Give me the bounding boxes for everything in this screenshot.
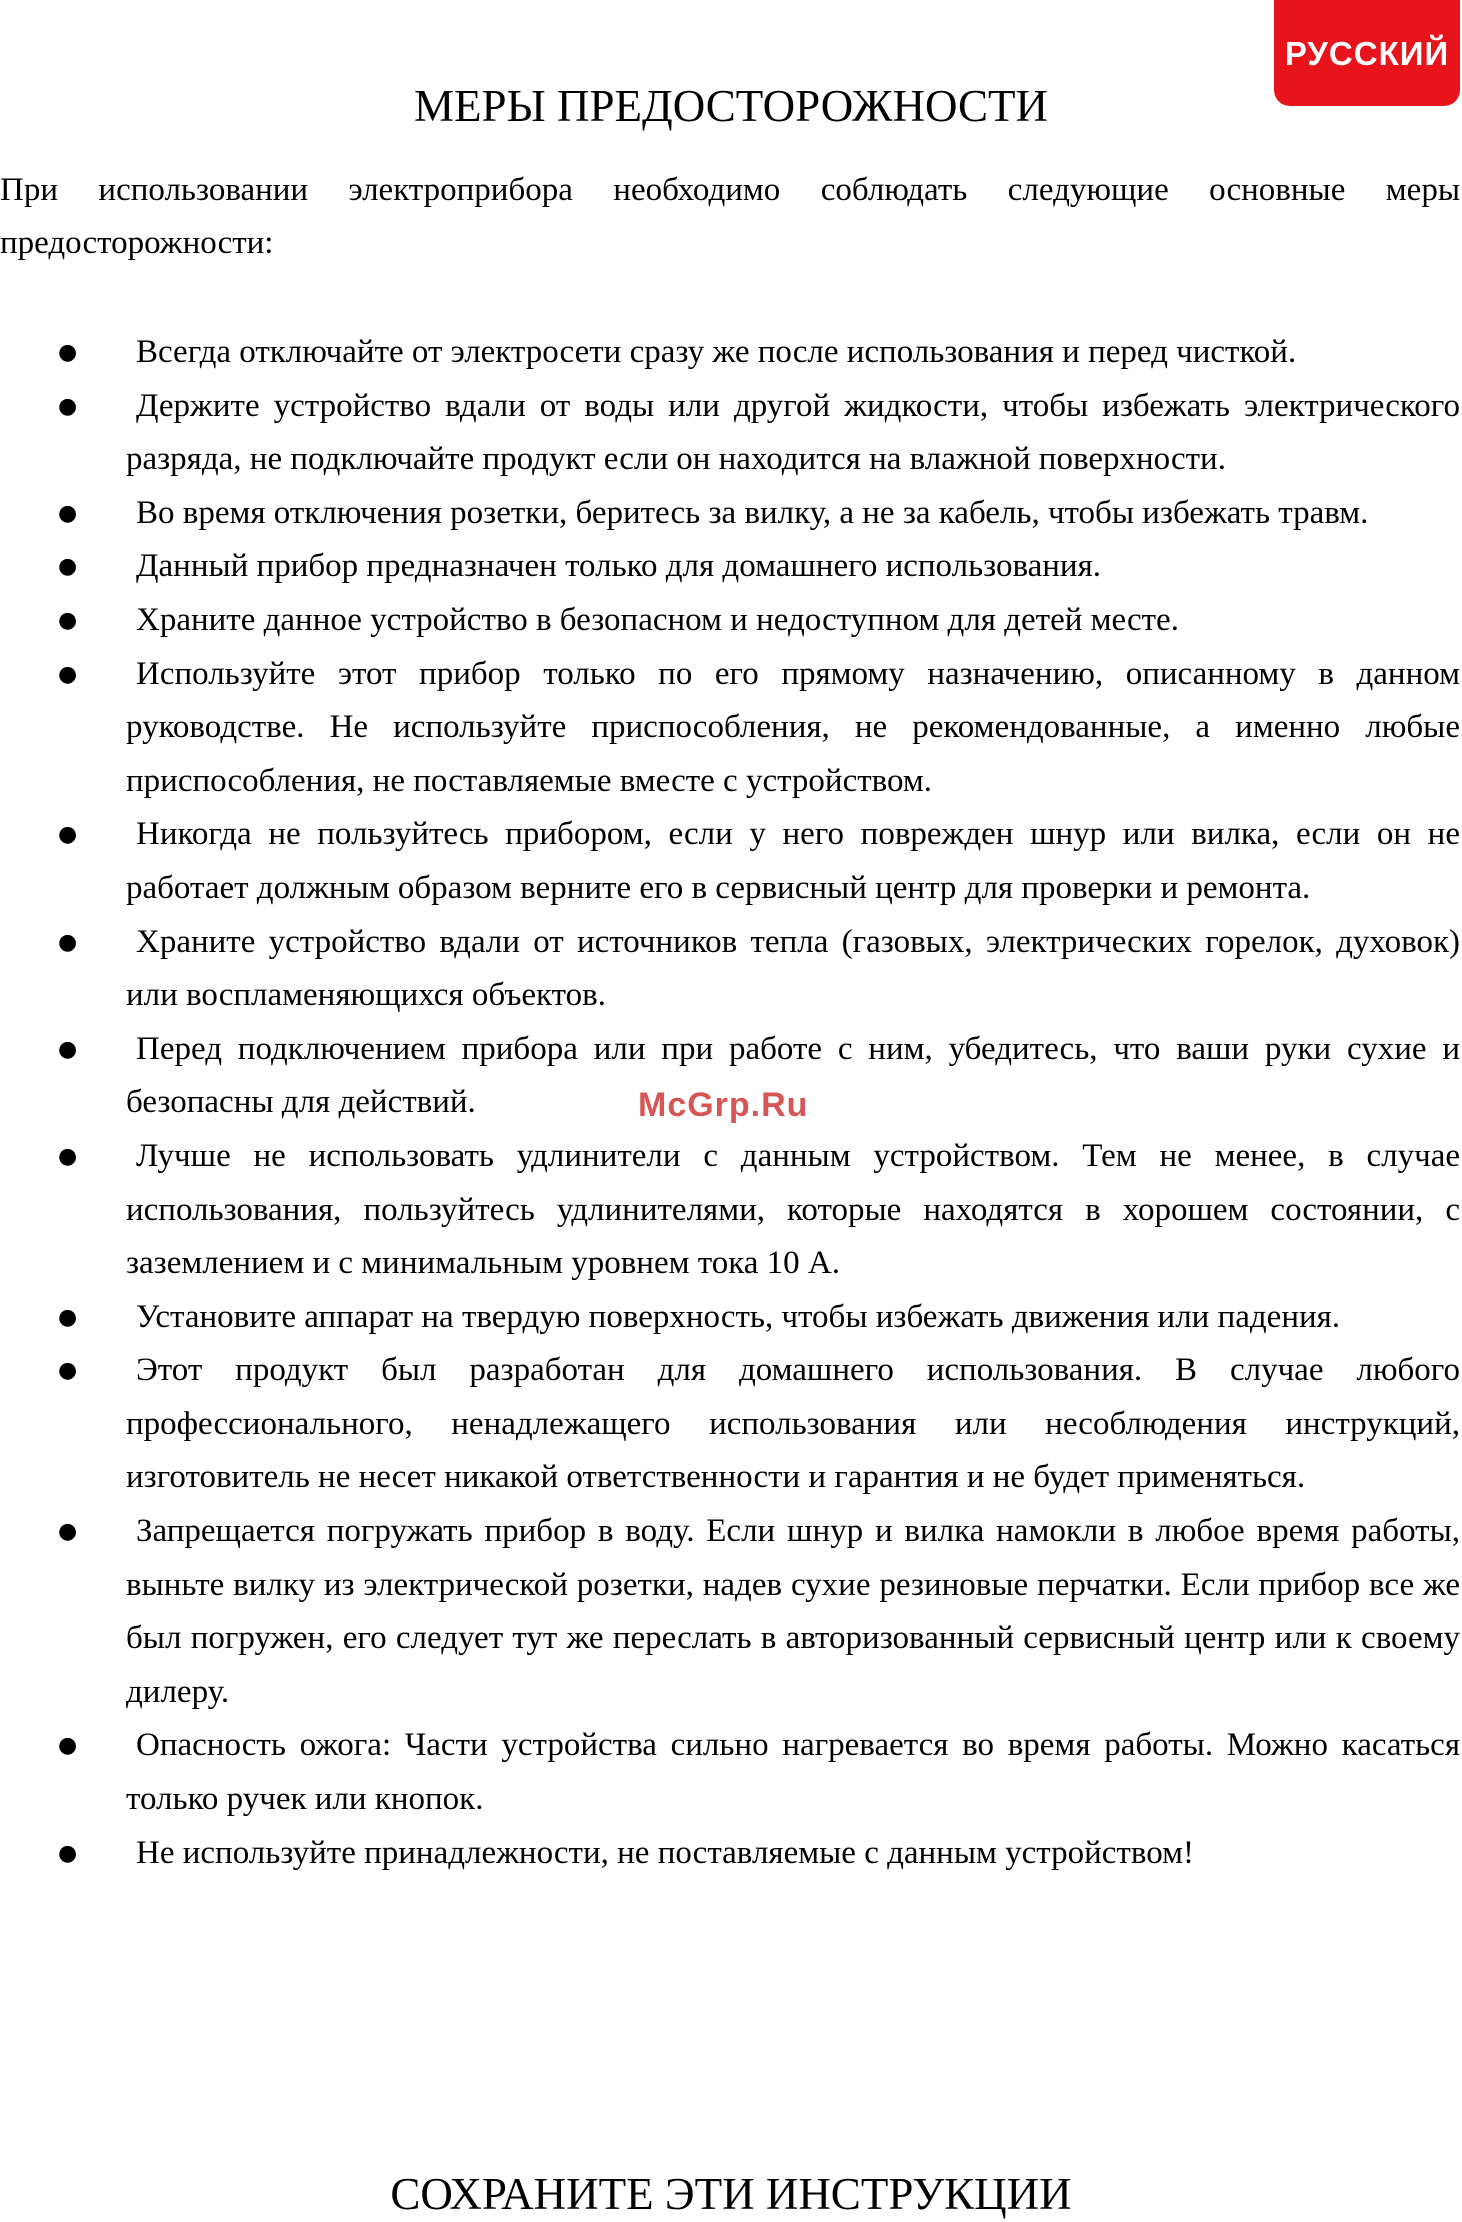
list-item-text: Перед подключением прибора или при работе с ним, убедитесь, что ваши руки сухие и безопасны для действий. [126, 1030, 1460, 1121]
list-item [0, 540, 1460, 594]
list-item [0, 326, 1460, 380]
list-item-text: Установите аппарат на твердую поверхность, чтобы избежать движения или падения. [136, 1298, 1341, 1335]
list-item [0, 1719, 1460, 1826]
list-item-text: Опасность ожога: Части устройства сильно нагревается во время работы. Можно касаться только ручек или кнопок. [126, 1727, 1460, 1818]
intro-paragraph: При использовании электроприбора необходимо соблюдать следующие основные меры предосторожности: [0, 172, 1460, 261]
list-item-text: Во время отключения розетки, беритесь за вилку, а не за кабель, чтобы избежать травм. [136, 494, 1369, 531]
list-item-text: Данный прибор предназначен только для домашнего использования. [136, 548, 1102, 585]
footer-title: СОХРАНИТЕ ЭТИ ИНСТРУКЦИИ [390, 2169, 1072, 2219]
list-item-text: Лучше не использовать удлинители с данным устройством. Тем не менее, в случае использования, пользуйтесь удлинителями, которые находятся в хорошем состоянии, с заземлением и с минимальным уровнем тока 10 А. [126, 1137, 1460, 1282]
list-item [0, 1505, 1460, 1719]
list-item [0, 380, 1460, 487]
list-item [0, 1291, 1460, 1345]
bullet-icon: ● [58, 1358, 78, 1384]
list-item [0, 487, 1460, 541]
list-item-text: Храните устройство вдали от источников тепла (газовых, электрических горелок, духовок) или воспламеняющихся объектов. [126, 923, 1460, 1014]
list-item [0, 1130, 1460, 1291]
watermark: McGrp.Ru [638, 1086, 809, 1124]
list-item [0, 1344, 1460, 1505]
bullet-icon: ● [58, 1840, 78, 1866]
bullet-icon: ● [58, 393, 78, 419]
list-item-text: Используйте этот прибор только по его прямому назначению, описанному в данном руководстве. Не используйте приспособления, не рекомендованные, а именно любые приспособления, не поставляемые вместе с устройством. [126, 655, 1460, 799]
bullet-icon: ● [58, 554, 78, 580]
list-item [0, 808, 1460, 915]
bullet-icon: ● [58, 1143, 78, 1169]
bullet-icon: ● [58, 607, 78, 633]
list-item [0, 594, 1460, 648]
list-item-text: Этот продукт был разработан для домашнего использования. В случае любого профессионального, ненадлежащего использования или несоблюдения инструкций, изготовитель не несет никакой ответственности и гарантия и не будет применяться. [126, 1352, 1460, 1496]
list-item [0, 648, 1460, 809]
list-item [0, 1827, 1460, 1881]
page-title: МЕРЫ ПРЕДОСТОРОЖНОСТИ [414, 81, 1048, 131]
list-item-text: Всегда отключайте от электросети сразу же после использования и перед чисткой. [136, 334, 1297, 370]
list-item-text: Храните данное устройство в безопасном и недоступном для детей месте. [136, 601, 1179, 638]
bullet-icon: ● [58, 661, 78, 687]
language-badge: РУССКИЙ [1274, 0, 1460, 106]
list-item-text: Никогда не пользуйтесь прибором, если у него поврежден шнур или вилка, если он не работает должным образом верните его в сервисный центр для проверки и ремонта. [126, 816, 1460, 906]
list-item-text: Не используйте принадлежности, не поставляемые с данным устройством! [136, 1834, 1194, 1871]
bullet-icon: ● [58, 1733, 78, 1759]
bullet-icon: ● [58, 929, 78, 955]
bullet-icon: ● [58, 1036, 78, 1062]
list-item-text: Держите устройство вдали от воды или другой жидкости, чтобы избежать электрического разряда, не подключайте продукт если он находится на влажной поверхности. [126, 387, 1460, 478]
bullet-icon: ● [58, 1304, 78, 1330]
bullet-icon: ● [58, 340, 78, 365]
bullet-icon: ● [58, 1519, 78, 1545]
list-item-text: Запрещается погружать прибор в воду. Если шнур и вилка намокли в любое время работы, выньте вилку из электрической розетки, надев сухие резиновые перчатки. Если прибор все же был погружен, его следует тут же переслать в авторизованный сервисный центр или к своему дилеру. [126, 1513, 1460, 1710]
bullet-icon: ● [58, 500, 78, 526]
bullet-icon: ● [58, 822, 78, 848]
list-item [0, 916, 1460, 1023]
